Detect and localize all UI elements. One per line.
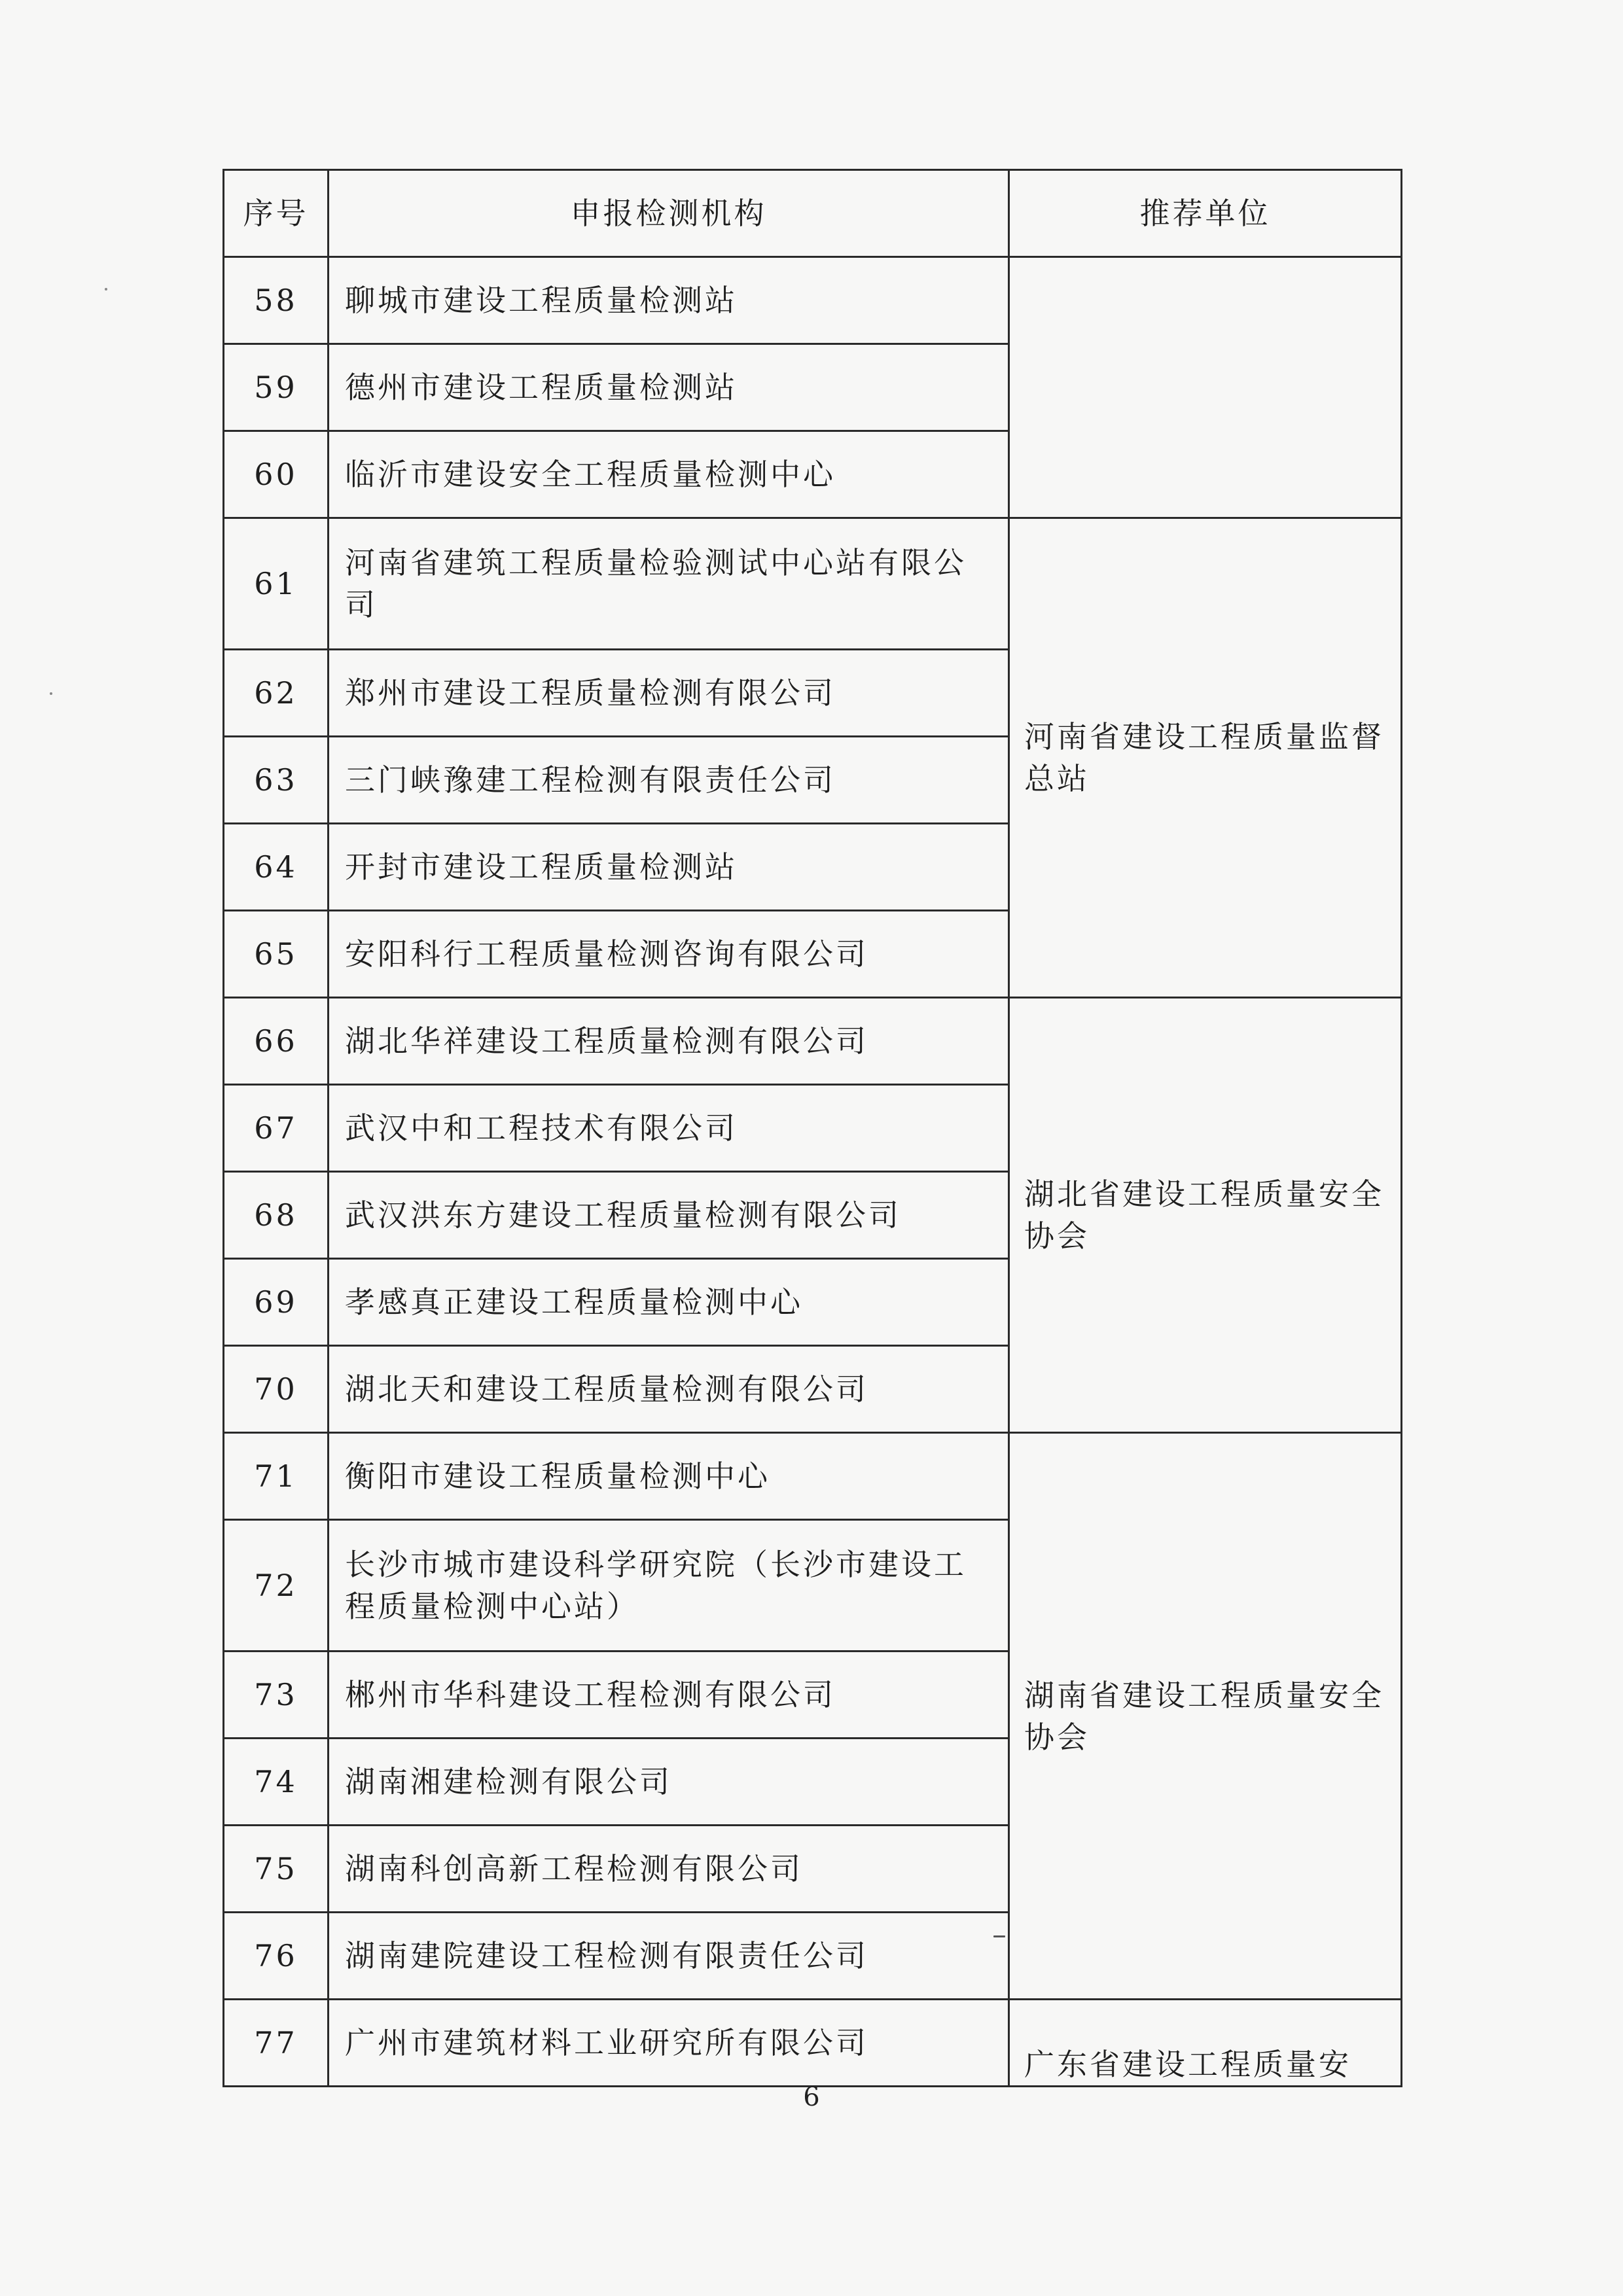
institution-name-cell: 武汉洪东方建设工程质量检测有限公司: [329, 1172, 1009, 1259]
scan-speck: [993, 1935, 1005, 1937]
serial-number-cell: 72: [224, 1520, 329, 1651]
institution-name-cell: 湖北天和建设工程质量检测有限公司: [329, 1346, 1009, 1433]
serial-number-cell: 64: [224, 824, 329, 911]
serial-number-cell: 71: [224, 1433, 329, 1520]
institution-name-cell: 郴州市华科建设工程检测有限公司: [329, 1651, 1009, 1739]
institution-name-cell: 湖南科创高新工程检测有限公司: [329, 1826, 1009, 1913]
serial-number-cell: 59: [224, 344, 329, 431]
serial-number-cell: 75: [224, 1826, 329, 1913]
header-recommending-unit: 推荐单位: [1009, 170, 1402, 257]
institution-name-cell: 衡阳市建设工程质量检测中心: [329, 1433, 1009, 1520]
serial-number-cell: 68: [224, 1172, 329, 1259]
institution-name-cell: 湖南建院建设工程检测有限责任公司: [329, 1913, 1009, 2000]
table-row: [224, 518, 1402, 650]
institution-name-cell: 郑州市建设工程质量检测有限公司: [329, 650, 1009, 737]
serial-number-cell: 69: [224, 1259, 329, 1346]
recommending-unit-cell: 河南省建设工程质量监督总站: [1009, 518, 1402, 998]
table-header-row: [224, 170, 1402, 257]
serial-number-cell: 66: [224, 998, 329, 1085]
header-serial-number: 序号: [224, 170, 329, 257]
serial-number-cell: 62: [224, 650, 329, 737]
table-row: [224, 257, 1402, 344]
institution-name-cell: 开封市建设工程质量检测站: [329, 824, 1009, 911]
table-row: [224, 998, 1402, 1085]
scan-speck: [105, 288, 107, 291]
institution-name-cell: 聊城市建设工程质量检测站: [329, 257, 1009, 344]
serial-number-cell: 63: [224, 737, 329, 824]
recommendation-table: [223, 169, 1402, 2087]
recommending-unit-cell: [1009, 257, 1402, 518]
table-row: [224, 1433, 1402, 1520]
institution-name-cell: 河南省建筑工程质量检验测试中心站有限公司: [329, 518, 1009, 650]
serial-number-cell: 61: [224, 518, 329, 650]
institution-name-cell: 长沙市城市建设科学研究院（长沙市建设工程质量检测中心站）: [329, 1520, 1009, 1651]
table-body: [224, 257, 1402, 2087]
header-testing-institution: 申报检测机构: [329, 170, 1009, 257]
recommending-unit-cell: 湖南省建设工程质量安全协会: [1009, 1433, 1402, 2000]
serial-number-cell: 65: [224, 911, 329, 998]
serial-number-cell: 60: [224, 431, 329, 518]
recommending-unit-cell: 广东省建设工程质量安: [1009, 2000, 1402, 2087]
serial-number-cell: 73: [224, 1651, 329, 1739]
institution-name-cell: 湖北华祥建设工程质量检测有限公司: [329, 998, 1009, 1085]
serial-number-cell: 58: [224, 257, 329, 344]
institution-name-cell: 临沂市建设安全工程质量检测中心: [329, 431, 1009, 518]
serial-number-cell: 77: [224, 2000, 329, 2087]
institution-name-cell: 德州市建设工程质量检测站: [329, 344, 1009, 431]
recommending-unit-cell: 湖北省建设工程质量安全协会: [1009, 998, 1402, 1433]
scan-speck: [50, 692, 52, 695]
institution-name-cell: 武汉中和工程技术有限公司: [329, 1085, 1009, 1172]
table-row: [224, 2000, 1402, 2087]
institution-name-cell: 孝感真正建设工程质量检测中心: [329, 1259, 1009, 1346]
institution-name-cell: 三门峡豫建工程检测有限责任公司: [329, 737, 1009, 824]
institution-name-cell: 广州市建筑材料工业研究所有限公司: [329, 2000, 1009, 2087]
serial-number-cell: 67: [224, 1085, 329, 1172]
serial-number-cell: 70: [224, 1346, 329, 1433]
serial-number-cell: 76: [224, 1913, 329, 2000]
serial-number-cell: 74: [224, 1739, 329, 1826]
page-number: 6: [803, 2082, 820, 2112]
institution-name-cell: 湖南湘建检测有限公司: [329, 1739, 1009, 1826]
institution-name-cell: 安阳科行工程质量检测咨询有限公司: [329, 911, 1009, 998]
